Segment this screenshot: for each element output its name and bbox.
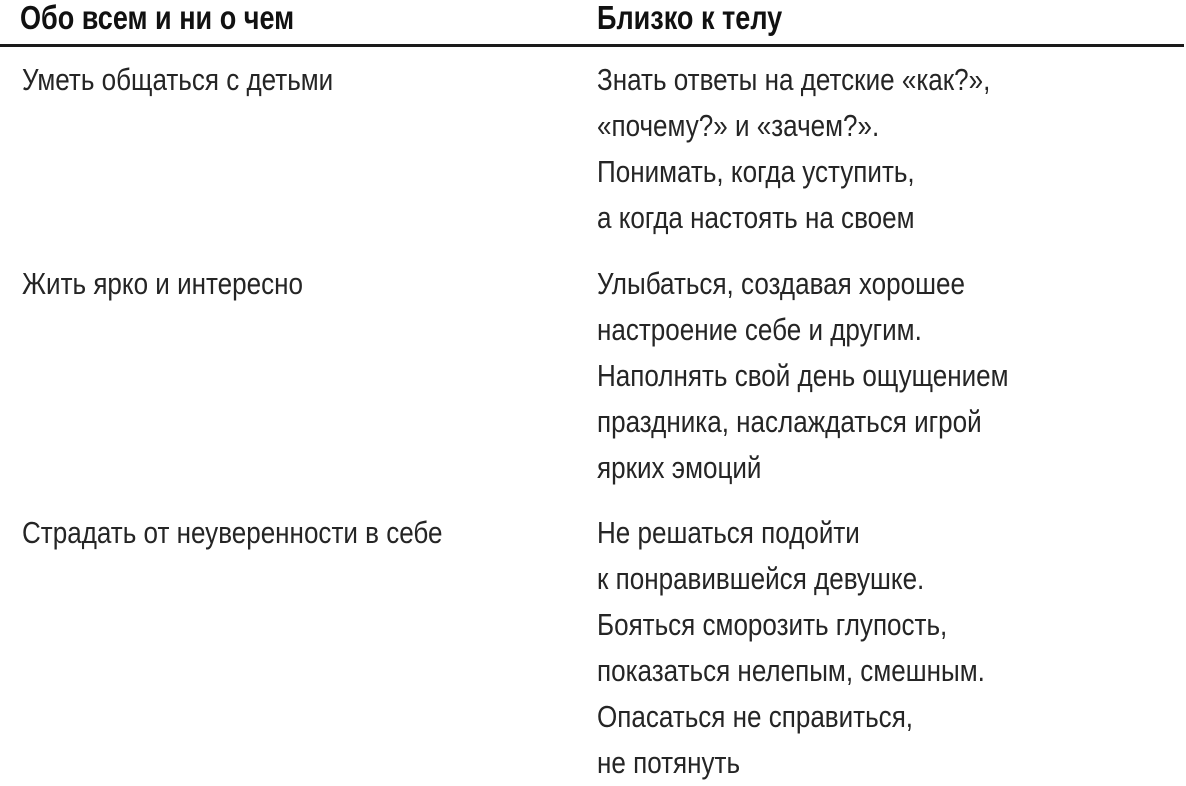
row-left-text: Страдать от неуверенности в себе — [22, 515, 443, 550]
text-line: Понимать, когда уступить, — [597, 154, 915, 189]
text-line: настроение себе и другим. — [597, 312, 922, 347]
text-line: Знать ответы на детские «как?», — [597, 62, 991, 97]
table-header — [0, 0, 1186, 48]
text-line: Наполнять свой день ощущением — [597, 358, 1009, 393]
text-line: Опасаться не справиться, — [597, 699, 914, 734]
text-line: праздника, наслаждаться игрой — [597, 404, 982, 439]
text-line: ярких эмоций — [597, 450, 762, 485]
text-line: «почему?» и «зачем?». — [597, 108, 880, 143]
row-right-text — [597, 510, 985, 786]
text-line: не потянуть — [597, 745, 741, 780]
column-header-right: Близко к телу — [597, 0, 783, 36]
row-left-text: Жить ярко и интересно — [22, 266, 303, 301]
text-line: Бояться сморозить глупость, — [597, 607, 948, 642]
text-line: Не решаться подойти — [597, 515, 860, 550]
text-line: а когда настоять на своем — [597, 200, 915, 235]
text-line: к понравившейся девушке. — [597, 561, 925, 596]
text-line: Улыбаться, создавая хорошее — [597, 266, 965, 301]
row-right-text — [597, 261, 1009, 491]
row-left-text: Уметь общаться с детьми — [22, 62, 334, 97]
header-rule — [0, 44, 1184, 47]
text-line: показаться нелепым, смешным. — [597, 653, 985, 688]
column-header-left: Обо всем и ни о чем — [20, 0, 295, 36]
row-right-text — [597, 57, 990, 241]
